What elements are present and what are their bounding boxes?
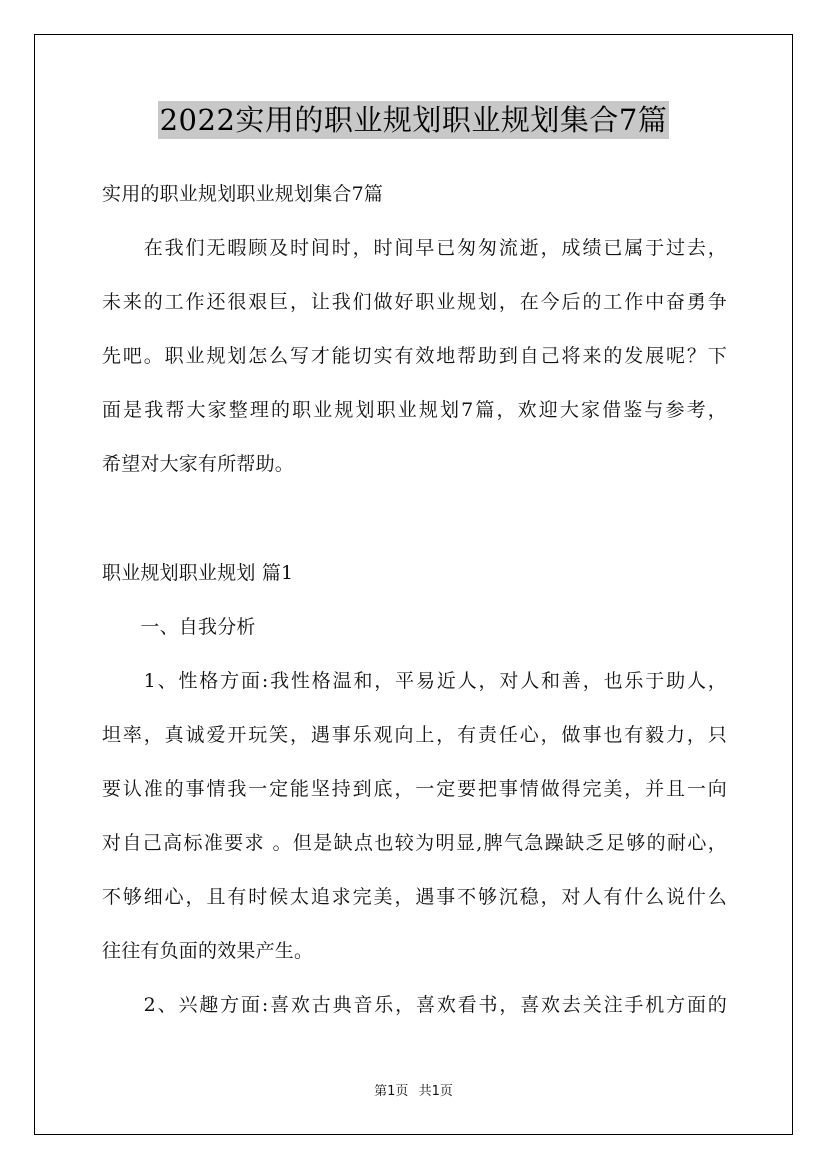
subsection-heading: 一、自我分析 <box>102 616 256 638</box>
page-footer <box>0 1083 827 1101</box>
paragraph-line: 对自己高标准要求 。但是缺点也较为明显,脾气急躁缺乏足够的耐心， <box>102 832 727 854</box>
title-container <box>0 101 827 139</box>
paragraph-line: 面是我帮大家整理的职业规划职业规划7篇，欢迎大家借鉴与参考， <box>102 399 727 421</box>
paragraph-line: 2、兴趣方面:喜欢古典音乐，喜欢看书，喜欢去关注手机方面的 <box>102 994 727 1016</box>
paragraph-line: 不够细心，且有时候太追求完美，遇事不够沉稳，对人有什么说什么 <box>102 886 727 908</box>
paragraph-line: 先吧。职业规划怎么写才能切实有效地帮助到自己将来的发展呢？下 <box>102 345 727 367</box>
page-total: 共1页 <box>418 1084 453 1099</box>
page-number: 第1页 <box>374 1084 409 1099</box>
paragraph-line: 要认准的事情我一定能坚持到底，一定要把事情做得完美，并且一向 <box>102 778 727 800</box>
paragraph-line: 在我们无暇顾及时间时，时间早已匆匆流逝，成绩已属于过去， <box>102 237 727 259</box>
paragraph-line: 希望对大家有所帮助。 <box>102 453 295 475</box>
paragraph-line: 坦率，真诚爱开玩笑，遇事乐观向上，有责任心，做事也有毅力，只 <box>102 724 727 746</box>
paragraph-line: 未来的工作还很艰巨，让我们做好职业规划，在今后的工作中奋勇争 <box>102 291 727 313</box>
section-heading: 职业规划职业规划 篇1 <box>102 562 294 584</box>
document-subtitle: 实用的职业规划职业规划集合7篇 <box>102 183 384 205</box>
document-title: 2022实用的职业规划职业规划集合7篇 <box>159 103 668 137</box>
paragraph-line: 往往有负面的效果产生。 <box>102 940 314 962</box>
paragraph-line: 1、性格方面:我性格温和，平易近人，对人和善，也乐于助人， <box>102 670 727 692</box>
